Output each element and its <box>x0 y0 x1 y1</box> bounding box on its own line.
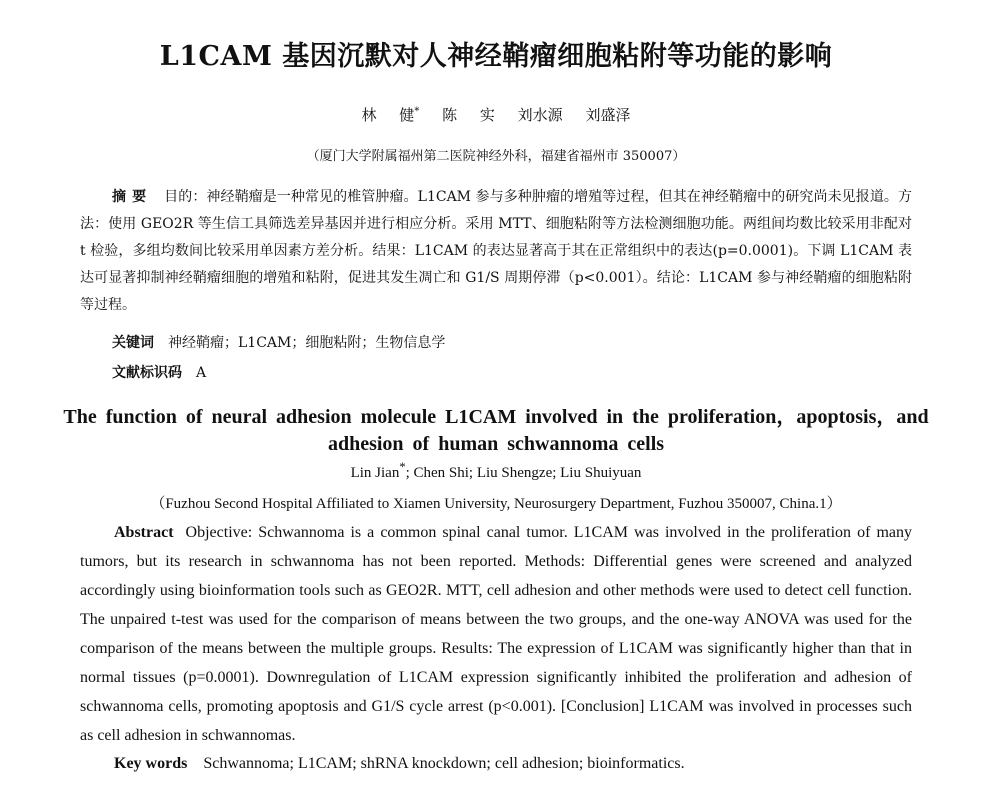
cn-author-1: 林 健 <box>361 106 415 124</box>
en-abstract-text: Objective: Schwannoma is a common spinal canal tumor. L1CAM was involved in the proliferation of many tumors, but its research in schwannoma has not been reported. Methods: Differential genes were screened and analyzed accordingly using bioinformation tools such as GEO2R. MTT, cell adhesion and other methods were used to detect cell function. The unpaired t-test was used for the comparison of means between the two groups, and the one-way ANOVA was used for the comparison of the means between the multiple groups. Results: The expression of L1CAM was significantly higher than that in normal tissues (p=0.0001). Downregulation of L1CAM expression significantly inhibited the proliferation and adhesion of schwannoma cells, promoting apoptosis and G1/S cycle arrest (p<0.001). [Conclusion] L1CAM was involved in processes such as cell adhesion in schwannomas. <box>80 524 912 744</box>
cn-author-4: 刘盛泽 <box>585 106 631 124</box>
en-keywords <box>114 755 685 773</box>
cn-abstract-label: 摘要 <box>112 189 153 205</box>
en-authors <box>0 460 992 482</box>
cn-abstract-text: 目的：神经鞘瘤是一种常见的椎管肿瘤。L1CAM 参与多种肿瘤的增殖等过程，但其在神经鞘瘤中的研究尚未见报道。方法：使用 GEO2R 等生信工具筛选差异基因并进行相应分析。采用 MTT、细胞粘附等方法检测细胞功能。两组间均数比较采用非配对 t 检验，多组均数间比较采用单因素方差分析。结果：L1CAM 的表达显著高于其在正常组织中的表达(p=0.0001)。下调 L1CAM 表达可显著抑制神经鞘瘤细胞的增殖和粘附，促进其发生凋亡和 G1/S 周期停滞（p<0.001）。结论：L1CAM 参与神经鞘瘤的细胞粘附等过程。 <box>80 189 913 313</box>
cn-author-mark: * <box>414 106 420 117</box>
en-authors-rest: ; Chen Shi; Liu Shengze; Liu Shuiyuan <box>405 465 642 481</box>
cn-keywords <box>112 332 445 352</box>
cn-keywords-text: 神经鞘瘤；L1CAM；细胞粘附；生物信息学 <box>168 335 446 351</box>
en-author-first: Lin Jian <box>350 465 400 481</box>
cn-doc-code-label: 文献标识码 <box>112 365 182 381</box>
cn-affiliation: （厦门大学附属福州第二医院神经外科，福建省福州市 350007） <box>306 149 686 164</box>
en-title: The function of neural adhesion molecule L1CAM involved in the proliferation，apoptosis，and adhesion of human schwannoma cells <box>63 406 929 455</box>
en-abstract <box>80 518 912 750</box>
cn-authors <box>0 104 992 125</box>
cn-author-2: 陈 实 <box>442 106 495 124</box>
cn-abstract <box>80 184 912 319</box>
en-abstract-label: Abstract <box>114 524 174 541</box>
en-affiliation: （Fuzhou Second Hospital Affiliated to Xiamen University, Neurosurgery Department, Fuzhou 350007, China.1） <box>150 496 842 512</box>
en-author-mark: * <box>399 460 406 474</box>
cn-title: L1CAM 基因沉默对人神经鞘瘤细胞粘附等功能的影响 <box>159 41 833 72</box>
cn-doc-code <box>112 362 206 382</box>
en-keywords-label: Key words <box>114 755 188 772</box>
cn-author-3: 刘水源 <box>517 106 563 124</box>
cn-doc-code-value: A <box>196 365 207 381</box>
cn-keywords-label: 关键词 <box>112 335 154 351</box>
en-keywords-text: Schwannoma; L1CAM; shRNA knockdown; cell adhesion; bioinformatics. <box>203 755 685 772</box>
